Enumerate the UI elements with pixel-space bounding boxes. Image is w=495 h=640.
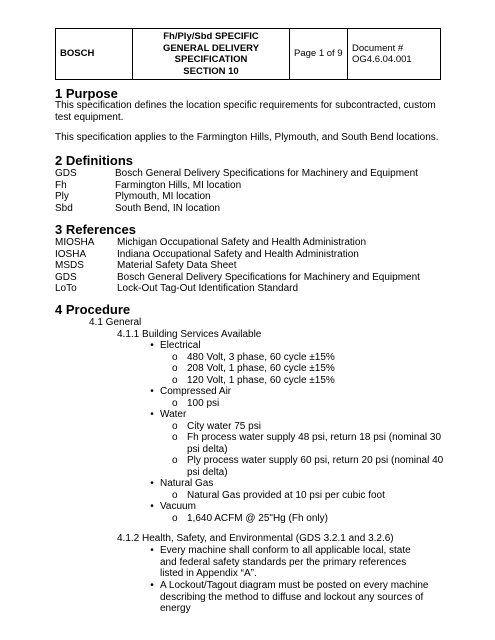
hse-requirement: A Lockout/Tagout diagram must be posted on every machine describing the method to diffuse and lockout any sources of energy (160, 580, 429, 614)
spec-title-line: SECTION 10 (183, 65, 239, 77)
references-list (55, 237, 420, 295)
service-electrical: Electrical (160, 340, 201, 351)
sub-bullet-icon: o (172, 455, 178, 466)
spec-title (133, 29, 290, 80)
natural-gas-item: Natural Gas provided at 10 psi per cubic foot (187, 490, 385, 501)
sub-bullet-icon: o (172, 352, 178, 363)
water-item: City water 75 psi (187, 421, 261, 432)
service-compressed-air: Compressed Air (160, 386, 232, 397)
reference-term: MSDS (55, 260, 84, 271)
section-4-1-1-heading: 4.1.1 Building Services Available (117, 329, 262, 340)
reference-text: Lock-Out Tag-Out Identification Standard (117, 283, 299, 294)
reference-term: GDS (55, 271, 77, 283)
definition-text: Bosch General Delivery Specifications for Machinery and Equipment (115, 168, 418, 179)
spec-title-line: Fh/Ply/Sbd SPECIFIC (163, 31, 259, 42)
definitions-heading: 2 Definitions (55, 153, 134, 168)
definition-term: Fh (55, 179, 67, 191)
reference-term: MIOSHA (55, 237, 95, 248)
water-item: Ply process water supply 60 psi, return 20 psi (nominal 40 psi delta) (187, 455, 444, 478)
definitions-list (55, 168, 418, 214)
spec-title-line: GENERAL DELIVERY (162, 42, 260, 54)
bullet-icon: • (150, 580, 154, 591)
electrical-item: 480 Volt, 3 phase, 60 cycle ±15% (187, 352, 335, 363)
reference-item (55, 249, 420, 261)
hse-requirement: Every machine shall conform to all applicable local, state and federal safety standards per the primary references listed in Appendix “A”. (160, 545, 411, 579)
reference-item (55, 283, 420, 295)
reference-text: Bosch General Delivery Specifications for Machinery and Equipment (117, 271, 420, 283)
definition-term: GDS (55, 168, 77, 179)
reference-item (55, 260, 420, 272)
sub-bullet-icon: o (172, 432, 178, 443)
definition-text: South Bend, IN location (115, 202, 221, 214)
purpose-heading: 1 Purpose (55, 86, 118, 101)
reference-text: Indiana Occupational Safety and Health Administration (117, 248, 359, 260)
bullet-icon: • (150, 501, 154, 512)
bullet-icon: • (150, 409, 154, 420)
service-water: Water (160, 409, 187, 420)
bullet-icon: • (150, 340, 154, 351)
reference-item (55, 272, 420, 284)
definition-item (55, 203, 418, 215)
definition-item (55, 168, 418, 180)
procedure-heading: 4 Procedure (55, 302, 131, 317)
document-number-label: Document # (352, 42, 404, 54)
service-vacuum: Vacuum (160, 501, 196, 512)
sub-bullet-icon: o (172, 490, 178, 501)
sub-bullet-icon: o (172, 398, 178, 409)
definition-item (55, 191, 418, 203)
definition-term: Ply (55, 191, 69, 202)
bullet-icon: • (150, 478, 154, 489)
electrical-item: 120 Volt, 1 phase, 60 cycle ±15% (187, 375, 335, 386)
definition-text: Plymouth, MI location (115, 191, 211, 202)
purpose-paragraph-2: This specification applies to the Farmington Hills, Plymouth, and South Bend locations. (55, 132, 439, 143)
section-4-1-2-heading: 4.1.2 Health, Safety, and Environmental (GDS 3.2.1 and 3.2.6) (117, 533, 394, 544)
document-number (348, 29, 441, 80)
reference-term: IOSHA (55, 248, 87, 260)
reference-item (55, 237, 420, 249)
sub-bullet-icon: o (172, 363, 178, 374)
spec-title-line: SPECIFICATION (174, 54, 248, 65)
electrical-item: 208 Volt, 1 phase, 60 cycle ±15% (187, 363, 335, 374)
purpose-paragraph-1: This specification defines the location specific requirements for subcontracted, custom test equipment. (55, 100, 436, 123)
bullet-icon: • (150, 386, 154, 397)
definition-item (55, 180, 418, 192)
sub-bullet-icon: o (172, 375, 178, 386)
section-4-1-heading: 4.1 General (89, 317, 142, 328)
sub-bullet-icon: o (172, 513, 178, 524)
reference-term: LoTo (55, 283, 77, 294)
reference-text: Material Safety Data Sheet (117, 260, 237, 271)
company-name: BOSCH (56, 29, 133, 80)
definition-text: Farmington Hills, MI location (115, 179, 242, 191)
sub-bullet-icon: o (172, 421, 178, 432)
reference-text: Michigan Occupational Safety and Health Administration (117, 237, 367, 248)
water-item: Fh process water supply 48 psi, return 18 psi (nominal 30 psi delta) (187, 432, 442, 455)
bullet-icon: • (150, 545, 154, 556)
service-natural-gas: Natural Gas (160, 478, 214, 489)
document-number-value: OG4.6.04.001 (352, 54, 412, 65)
definition-term: Sbd (55, 202, 73, 214)
references-heading: 3 References (55, 222, 136, 237)
vacuum-item: 1,640 ACFM @ 25"Hg (Fh only) (187, 513, 328, 524)
header-table (55, 28, 441, 80)
compressed-air-item: 100 psi (187, 398, 220, 409)
page-number: Page 1 of 9 (290, 29, 348, 80)
